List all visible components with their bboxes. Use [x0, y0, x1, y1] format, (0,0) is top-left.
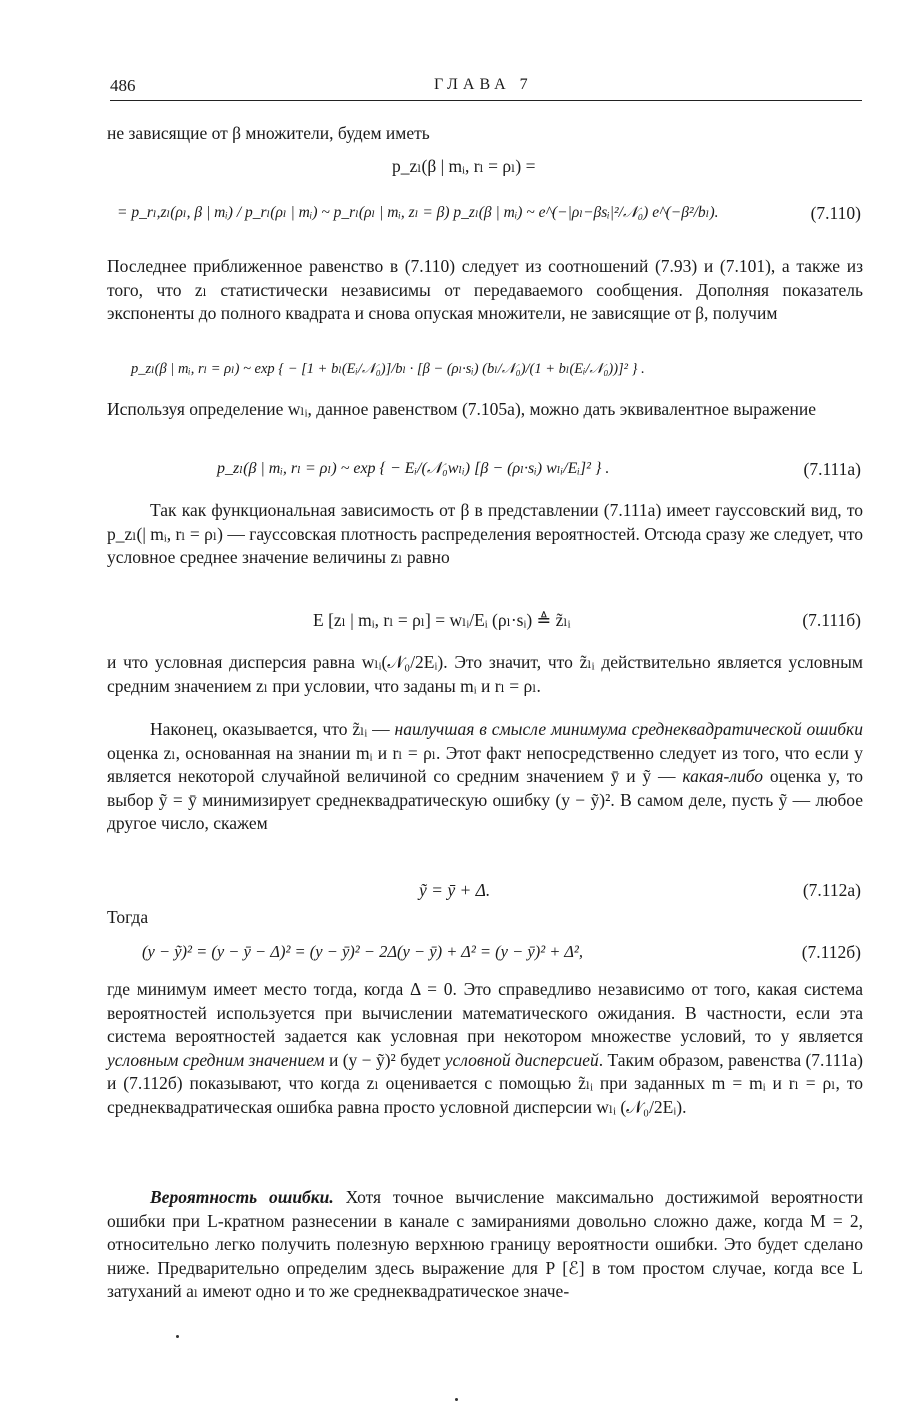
- equation-7-110-line-1: [107, 152, 863, 182]
- paragraph-6-text-a: Наконец, оказывается, что z̃ₗᵢ —: [150, 719, 395, 739]
- paragraph-8: [107, 978, 863, 1120]
- section-run-in-title: Вероятность ошибки.: [150, 1187, 334, 1207]
- paragraph-8-text-b: и (y − ỹ)² будет: [324, 1049, 445, 1070]
- chapter-title: ГЛАВА 7: [434, 76, 533, 93]
- paragraph-9: [107, 1186, 863, 1304]
- equation-7-112a-body: ỹ = ȳ + Δ.: [419, 880, 491, 900]
- equation-7-111a: [107, 455, 863, 485]
- paragraph-8-text-c: . Таким образом, равенства (7.111а) и (7.112б) показывают, что когда zₗ оценивается с помощью z̃ₗᵢ при заданных m = mᵢ и rₗ = ρₗ, то среднеквадратическая ошибка равна просто условной дисперсии wₗᵢ (𝒩₀/2Eᵢ).: [107, 1049, 863, 1117]
- equation-unnumbered: [107, 355, 863, 385]
- equation-7-111b: [107, 606, 863, 636]
- paragraph-8-emphasis: условным средним значением: [107, 1049, 325, 1070]
- paragraph-8-emphasis-2: условной дисперсией: [444, 1049, 599, 1070]
- speck: [455, 1398, 458, 1401]
- equation-number-7-111a: (7.111а): [803, 459, 861, 479]
- equation-7-111b-body: E [zₗ | mᵢ, rₗ = ρₗ] = wₗᵢ/Eᵢ (ρₗ·sᵢ) ≜ z̃ₗᵢ: [313, 610, 571, 630]
- equation-unnumbered-body: p_zₗ(β | mᵢ, rₗ = ρₗ) ~ exp { − [1 + bₗ(Eᵢ/𝒩₀)]/bₗ · [β − (ρₗ·sᵢ) (bₗ/𝒩₀)/(1 + bₗ(Eᵢ/𝒩₀))]² } .: [131, 361, 645, 377]
- paragraph-6-emphasis-2: какая-либо: [682, 766, 764, 787]
- paragraph-5: и что условная дисперсия равна wₗᵢ(𝒩₀/2Eᵢ). Это значит, что z̃ₗᵢ действительно является условным средним значением zₗ при условии, что заданы mᵢ и rₗ = ρₗ.: [107, 652, 863, 696]
- paragraph-2: Последнее приближенное равенство в (7.110) следует из соотношений (7.93) и (7.101), а также из того, что zₗ статистически независимы от передаваемого сообщения. Дополняя показатель экспоненты до полного квадрата и снова опуская множители, не зависящие от β, получим: [107, 256, 863, 324]
- equation-7-112a: [107, 876, 863, 906]
- paragraph-7: Тогда: [107, 907, 149, 927]
- equation-number-7-110: (7.110): [810, 203, 861, 223]
- equation-7-111a-body: p_zₗ(β | mᵢ, rₗ = ρₗ) ~ exp { − Eᵢ/(𝒩₀wₗᵢ) [β − (ρₗ·sᵢ) wₗᵢ/Eᵢ]² } .: [217, 460, 610, 477]
- paragraph-8-text-a: где минимум имеет место тогда, когда Δ = 0. Это справедливо независимо от того, какая система вероятностей используется при вычислении математического ожидания. В частности, если эта система вероятностей задается как условная при некотором множестве условий, то y является: [107, 979, 863, 1047]
- paragraph-6-emphasis: наилучшая в смысле минимума среднеквадратической ошибки: [394, 719, 863, 739]
- equation-number-7-111b: (7.111б): [802, 610, 861, 630]
- paragraph-6: [107, 718, 863, 836]
- equation-number-7-112a: (7.112а): [802, 880, 861, 900]
- equation-7-112b: [107, 938, 863, 968]
- page-number: 486: [110, 76, 136, 95]
- paragraph-6-text-c: оценка y, то выбор ỹ = ȳ минимизирует среднеквадратическую ошибку (y − ỹ)². В самом деле, пусть ỹ — любое другое число, скажем: [107, 766, 863, 834]
- paragraph-6-text-b: оценка zₗ, основанная на знании mᵢ и rₗ = ρₗ. Этот факт непосредственно следует из того, что если y является некоторой случайной величиной со средним значением ȳ и ỹ —: [107, 742, 863, 787]
- speck: [176, 1335, 179, 1338]
- equation-7-110-lhs: p_zₗ(β | mᵢ, rₗ = ρₗ) =: [392, 156, 536, 176]
- equation-7-110-line-2: [107, 199, 863, 229]
- equation-7-110-rhs: = p_rₗ,zₗ(ρₗ, β | mᵢ) / p_rₗ(ρₗ | mᵢ) ~ p_rₗ(ρₗ | mᵢ, zₗ = β) p_zₗ(β | mᵢ) ~ e^(−|ρₗ−βsᵢ|²/𝒩₀) e^(−β²/bₗ).: [117, 204, 719, 221]
- paragraph-4: Так как функциональная зависимость от β в представлении (7.111а) имеет гауссовский вид, то p_zₗ(| mᵢ, rₗ = ρₗ) — гауссовская плотность распределения вероятностей. Отсюда сразу же следует, что условное среднее значение величины zₗ равно: [107, 500, 863, 568]
- equation-number-7-112b: (7.112б): [801, 942, 861, 962]
- running-header: [110, 76, 862, 101]
- paragraph-3: Используя определение wₗᵢ, данное равенством (7.105а), можно дать эквивалентное выражение: [107, 399, 816, 419]
- equation-7-112b-body: (y − ỹ)² = (y − ȳ − Δ)² = (y − ȳ)² − 2Δ(y − ȳ) + Δ² = (y − ȳ)² + Δ²,: [142, 942, 583, 961]
- paragraph-1: не зависящие от β множители, будем иметь: [107, 123, 430, 143]
- paragraph-9-text: Хотя точное вычисление максимально достижимой вероятности ошибки при L-кратном разнесении в канале с замираниями довольно сложно даже, когда M = 2, относительно легко получить полезную верхнюю границу вероятности ошибки. Это будет сделано ниже. Предварительно определим здесь выражение для P [ℰ] в том простом случае, когда все L затуханий aₗ имеют одно и то же среднеквадратическое значе-: [107, 1187, 863, 1302]
